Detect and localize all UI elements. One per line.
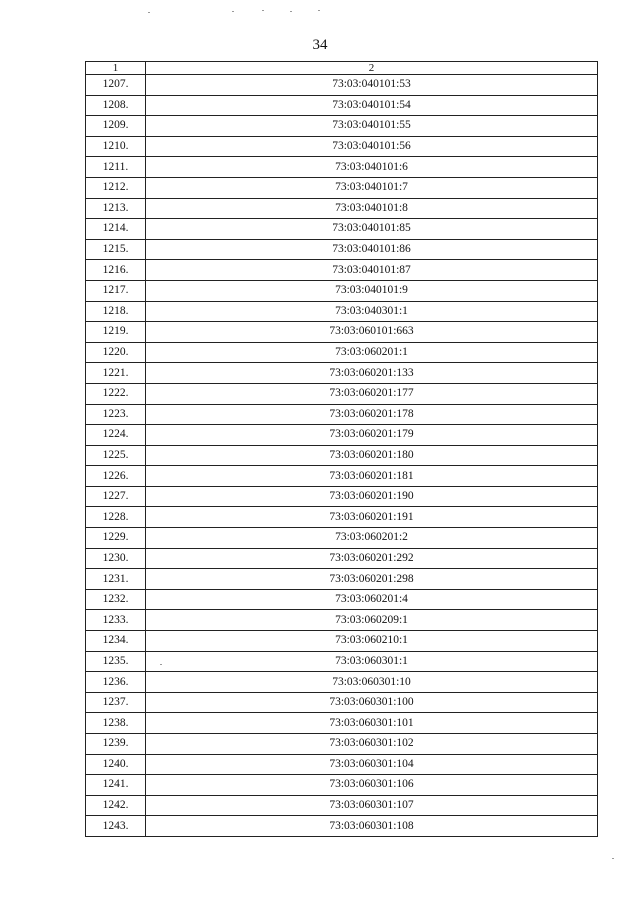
cadastral-number-cell: 73:03:040101:6: [146, 157, 598, 178]
cadastral-number-cell: 73:03:040101:56: [146, 136, 598, 157]
row-number-cell: 1238.: [86, 713, 146, 734]
cadastral-number-cell: 73:03:060201:292: [146, 548, 598, 569]
cadastral-number-cell: 73:03:060201:179: [146, 425, 598, 446]
table-row: [86, 507, 598, 528]
table-row: [86, 260, 598, 281]
cadastral-number-cell: 73:03:040101:86: [146, 239, 598, 260]
table-row: [86, 136, 598, 157]
row-number-cell: 1220.: [86, 342, 146, 363]
row-number-cell: 1207.: [86, 75, 146, 96]
table-row: [86, 713, 598, 734]
row-number-cell: 1240.: [86, 754, 146, 775]
row-number-cell: 1219.: [86, 322, 146, 343]
table-row: [86, 280, 598, 301]
cadastral-number-cell: 73:03:060301:104: [146, 754, 598, 775]
table-row: [86, 239, 598, 260]
row-number-cell: 1227.: [86, 486, 146, 507]
table-row: [86, 528, 598, 549]
row-number-cell: 1223.: [86, 404, 146, 425]
row-number-cell: 1232.: [86, 589, 146, 610]
cadastral-number-cell: 73:03:060301:102: [146, 734, 598, 755]
scan-speck: [232, 11, 234, 12]
table-row: [86, 466, 598, 487]
table-row: [86, 486, 598, 507]
cadastral-number-cell: 73:03:060201:2: [146, 528, 598, 549]
table-row: [86, 75, 598, 96]
row-number-cell: 1239.: [86, 734, 146, 755]
table-row: [86, 425, 598, 446]
row-number-cell: 1221.: [86, 363, 146, 384]
table-row: [86, 445, 598, 466]
cadastral-number-cell: 73:03:060301:107: [146, 795, 598, 816]
table-row: [86, 95, 598, 116]
cadastral-number-cell: 73:03:040101:87: [146, 260, 598, 281]
cadastral-number-cell: 73:03:060201:180: [146, 445, 598, 466]
scan-speck: [148, 12, 150, 13]
scan-speck: [318, 10, 320, 11]
scan-speck: [262, 10, 264, 11]
cadastral-number-cell: 73:03:060301:100: [146, 692, 598, 713]
table-row: [86, 795, 598, 816]
table-row: [86, 177, 598, 198]
row-number-cell: 1243.: [86, 816, 146, 837]
cadastral-number-cell: 73:03:060201:177: [146, 383, 598, 404]
row-number-cell: 1218.: [86, 301, 146, 322]
table-row: [86, 383, 598, 404]
row-number-cell: 1215.: [86, 239, 146, 260]
column-header-value: 2: [146, 62, 598, 75]
row-number-cell: 1211.: [86, 157, 146, 178]
cadastral-number-cell: 73:03:040101:53: [146, 75, 598, 96]
table-row: [86, 651, 598, 672]
row-number-cell: 1222.: [86, 383, 146, 404]
row-number-cell: 1231.: [86, 569, 146, 590]
table-row: [86, 589, 598, 610]
cadastral-number-cell: 73:03:040101:9: [146, 280, 598, 301]
table-row: [86, 219, 598, 240]
table-row: [86, 404, 598, 425]
row-number-cell: 1234.: [86, 631, 146, 652]
row-number-cell: 1242.: [86, 795, 146, 816]
cadastral-number-cell: 73:03:060201:4: [146, 589, 598, 610]
table-row: [86, 672, 598, 693]
cadastral-number-cell: 73:03:060301:10: [146, 672, 598, 693]
row-number-cell: 1228.: [86, 507, 146, 528]
cadastral-number-cell: 73:03:060201:181: [146, 466, 598, 487]
row-number-cell: 1236.: [86, 672, 146, 693]
cadastral-number-cell: 73:03:060301:101: [146, 713, 598, 734]
row-number-cell: 1226.: [86, 466, 146, 487]
row-number-cell: 1224.: [86, 425, 146, 446]
row-number-cell: 1230.: [86, 548, 146, 569]
scan-speck: [160, 664, 162, 665]
cadastral-number-table: [85, 61, 598, 837]
row-number-cell: 1241.: [86, 775, 146, 796]
scan-speck: [612, 858, 614, 859]
row-number-cell: 1233.: [86, 610, 146, 631]
row-number-cell: 1214.: [86, 219, 146, 240]
row-number-cell: 1225.: [86, 445, 146, 466]
cadastral-number-cell: 73:03:040101:7: [146, 177, 598, 198]
row-number-cell: 1216.: [86, 260, 146, 281]
cadastral-number-cell: 73:03:060201:178: [146, 404, 598, 425]
row-number-cell: 1213.: [86, 198, 146, 219]
cadastral-number-cell: 73:03:060201:191: [146, 507, 598, 528]
row-number-cell: 1235.: [86, 651, 146, 672]
cadastral-number-cell: 73:03:060301:106: [146, 775, 598, 796]
table-row: [86, 548, 598, 569]
cadastral-number-cell: 73:03:040301:1: [146, 301, 598, 322]
cadastral-number-cell: 73:03:060101:663: [146, 322, 598, 343]
cadastral-number-cell: 73:03:060201:298: [146, 569, 598, 590]
cadastral-number-cell: 73:03:060301:1: [146, 651, 598, 672]
table-row: [86, 754, 598, 775]
table-row: [86, 157, 598, 178]
cadastral-number-cell: 73:03:040101:8: [146, 198, 598, 219]
row-number-cell: 1237.: [86, 692, 146, 713]
cadastral-number-cell: 73:03:060210:1: [146, 631, 598, 652]
cadastral-number-cell: 73:03:040101:54: [146, 95, 598, 116]
cadastral-number-cell: 73:03:060201:1: [146, 342, 598, 363]
cadastral-number-cell: 73:03:040101:55: [146, 116, 598, 137]
table-row: [86, 734, 598, 755]
cadastral-number-cell: 73:03:060209:1: [146, 610, 598, 631]
table-row: [86, 775, 598, 796]
cadastral-number-cell: 73:03:040101:85: [146, 219, 598, 240]
table-row: [86, 116, 598, 137]
cadastral-number-cell: 73:03:060201:133: [146, 363, 598, 384]
table-body: [86, 75, 598, 837]
row-number-cell: 1217.: [86, 280, 146, 301]
table-header-row: [86, 62, 598, 75]
row-number-cell: 1209.: [86, 116, 146, 137]
table-row: [86, 631, 598, 652]
table-row: [86, 322, 598, 343]
row-number-cell: 1229.: [86, 528, 146, 549]
column-header-number: 1: [86, 62, 146, 75]
row-number-cell: 1210.: [86, 136, 146, 157]
scan-speck: [290, 11, 292, 12]
table-row: [86, 198, 598, 219]
page-number: 34: [312, 37, 328, 53]
table-row: [86, 569, 598, 590]
table-row: [86, 301, 598, 322]
table-row: [86, 692, 598, 713]
table-row: [86, 610, 598, 631]
cadastral-number-cell: 73:03:060201:190: [146, 486, 598, 507]
row-number-cell: 1212.: [86, 177, 146, 198]
cadastral-number-cell: 73:03:060301:108: [146, 816, 598, 837]
table-row: [86, 816, 598, 837]
row-number-cell: 1208.: [86, 95, 146, 116]
table-row: [86, 363, 598, 384]
table-row: [86, 342, 598, 363]
